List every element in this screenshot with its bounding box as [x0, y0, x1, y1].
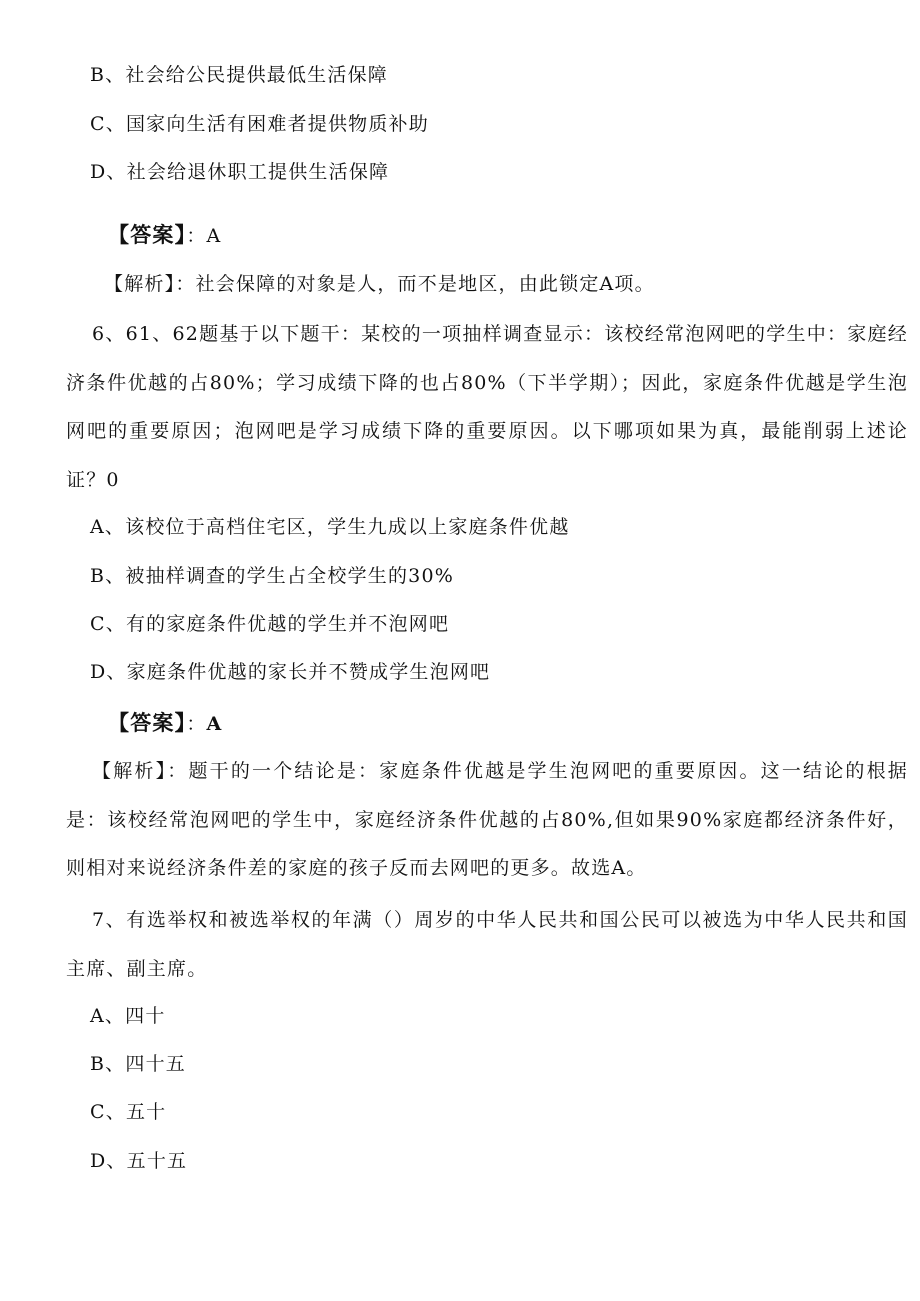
answer-value: A	[206, 713, 223, 735]
answer-label: 【答案】	[108, 711, 187, 735]
analysis-text: ：社会保障的对象是人，而不是地区，由此锁定A项。	[175, 273, 655, 295]
answer-separator: ：	[186, 225, 207, 247]
q6-option-d: D、家庭条件优越的家长并不赞成学生泡网吧	[90, 661, 491, 683]
q7-option-d: D、五十五	[90, 1150, 188, 1172]
q7-option-a: A、四十	[90, 1005, 166, 1027]
q6-option-c: C、有的家庭条件优越的学生并不泡网吧	[90, 613, 450, 635]
q5-option-b: B、社会给公民提供最低生活保障	[90, 64, 388, 86]
analysis-label: 【解析】	[92, 760, 168, 782]
q5-answer	[108, 223, 221, 248]
q5-option-d: D、社会给退休职工提供生活保障	[90, 161, 390, 183]
analysis-text: ：题干的一个结论是：家庭条件优越是学生泡网吧的重要原因。这一结论的根据是：该校经常泡网吧的学生中，家庭经济条件优越的占80%,但如果90%家庭都经济条件好，则相对来说经济条件差的家庭的孩子反而去网吧的更多。故选A。	[66, 760, 908, 879]
q6-option-b: B、被抽样调查的学生占全校学生的30%	[90, 565, 454, 587]
q7-option-b: B、四十五	[90, 1053, 186, 1075]
analysis-label: 【解析】	[104, 273, 176, 295]
q6-answer	[108, 711, 222, 736]
q6-stem: 6、61、62题基于以下题干：某校的一项抽样调查显示：该校经常泡网吧的学生中：家庭经济条件优越的占80%；学习成绩下降的也占80%（下半学期）；因此，家庭条件优越是学生泡网吧的重要原因；泡网吧是学习成绩下降的重要原因。以下哪项如果为真，最能削弱上述论证？0	[66, 323, 908, 491]
answer-label: 【答案】	[108, 223, 187, 247]
q7-option-c: C、五十	[90, 1101, 167, 1123]
q5-option-c: C、国家向生活有困难者提供物质补助	[90, 113, 429, 135]
q7-stem: 7、有选举权和被选举权的年满（）周岁的中华人民共和国公民可以被选为中华人民共和国主席、副主席。	[66, 909, 908, 980]
q5-analysis	[104, 272, 655, 296]
q6-option-a: A、该校位于高档住宅区，学生九成以上家庭条件优越	[90, 516, 570, 538]
answer-separator: ：	[186, 713, 207, 735]
answer-value: A	[206, 225, 222, 247]
q6-analysis	[66, 747, 908, 893]
